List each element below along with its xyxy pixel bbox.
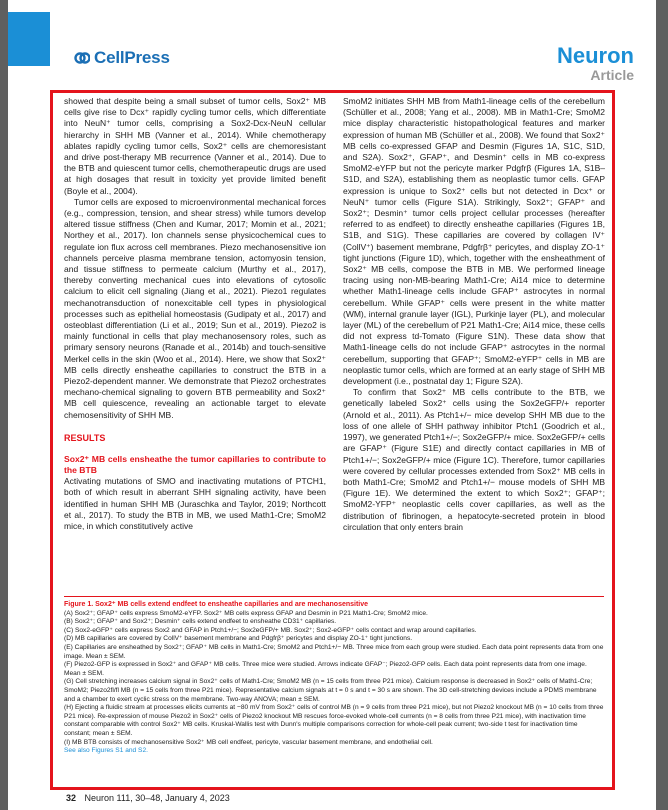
caption-item: (A) Sox2⁺; GFAP⁺ cells express SmoM2-eYFP. Sox2⁺ MB cells express GFAP and Desmin in P21 Math1-Cre; SmoM2 mice. [64, 609, 428, 617]
subsection-heading: Sox2⁺ MB cells ensheathe the tumor capillaries to contribute to the BTB [64, 454, 326, 476]
paragraph: To confirm that Sox2⁺ MB cells contribute to the BTB, we genetically labeled Sox2⁺ cells using the Sox2eGFP/+ reporter (Arnold et al., 2011). As Ptch1+/− mice develop SHH MB due to the loss of one allele of SHH pathway inhibitor Ptch1 (Goodrich et al., 1997), we generated Ptch1+/−; Sox2eGFP/+ mice. Sox2eGFP/+ cells are GFAP⁺ (Figure S1E) and directly contact capillaries in MB of Ptch1+/−; Sox2eGFP/+ mice (Figure 1C). Therefore, tumor capillaries were covered by cellular processes extended from Sox2⁺ MB cells in both Math1-Cre; SmoM2 and Ptch1+/− mouse models of SHH MB (Figure 1E). We determined the extent to which Sox2⁺; GFAP⁺; SmoM2-YFP⁺ neoplastic cells cover capillaries, as well as the distribution of fibrinogen, a hepatocyte-secreted protein in blood circulation that only enters brain [343, 387, 605, 532]
paragraph: SmoM2 initiates SHH MB from Math1-lineage cells of the cerebellum (Schüller et al., 2008; Yang et al., 2008). MB in Math1-Cre; SmoM2 mice display characteristic histopathological features and marker expression of human MB (Schüller et al., 2008). We found that Sox2⁺ MB cells co-expressed GFAP and Desmin (Figures 1A, S1C, S1D, and S2A). Sox2⁺, GFAP⁺, and Desmin⁺ cells in MB co-express SmoM2-eYFP but not the pericyte marker Pdgfrβ (Figures 1A, S1B–S1D, and S2A), establishing them as neoplastic tumor cells. GFAP expression is unique to Sox2⁺ cells but not detected in Dcx⁺ or NeuN⁺ tumor cells (Figure S1A). Strikingly, Sox2⁺; GFAP⁺ and Sox2⁺; Desmin⁺ tumor cells project cellular processes (hereafter referred to as endfeet) to directly ensheathe capillaries (Figures 1B, S1B, and S1G). These capillaries are covered by collagen IV⁺ (CollV⁺) basement membrane, Pdgfrβ⁺ pericytes, and display ZO-1⁺ tight junctions (Figure 1D), which, together with the ensheathment of Sox2⁺ MB cells, compose the BTB in MB. We performed lineage tracing using non-MB-bearing Math1-Cre; Ai14 mice to determine whether Math1-lineage cells include GFAP⁺ astrocytes in normal cerebellum. While GFAP⁺ cells were present in the white matter (WM), internal granule layer (IGL), Purkinje layer (PL), and molecular layer (ML) of the cerebellum of P21 Math1-Cre; Ai14 mice, these cells did not express td-Tomato (Figure S1N). These data show that Math1-lineage cells do not include GFAP⁺ astrocytes in the normal cerebellum, supporting that GFAP⁺; SmoM2-eYFP⁺ cells in MB are neoplastic tumor cells, which are formed at an early stage of SHH MB development (i.e., postnatal day 1; Figure S2A). [343, 96, 605, 387]
paragraph: Tumor cells are exposed to microenvironmental mechanical forces (e.g., compression, tension, and shear stress) while tumors develop altered tissue stiffness (Chen and Kumar, 2017; Momin et al., 2021; Northey et al., 2017). Ion channels sense physicochemical cues to regulate ion flux across cell membranes. Piezo mechanosensitive ion channels perceive plasma membrane tension, actomyosin tension, and tissue stiffness to permeate calcium (Murthy et al., 2017), thereby converting mechanical cues into elevations of cytosolic calcium to elicit cell signaling (Jiang et al., 2021). Piezo1 regulates mechanotransduction of nonexcitable cell types in physiological processes such as epithelial homeostasis (Gudipaty et al., 2017) and osteoblast differentiation (Li et al., 2019; Sun et al., 2019). Piezo2 is mainly functional in cells that play mechanosensory roles, such as primary sensory neurons (Ranade et al., 2014b) and touch-sensitive Merkel cells in the skin (Woo et al., 2014). Here, we show that Sox2⁺ MB cells directly ensheathe capillaries to construct the BTB in a Piezo2-dependent manner. We demonstrate that Piezo2 orchestrates mechano-chemical signaling to govern BTB permeability and Sox2⁺ MB cell quiescence, revealing an actionable target to elevate chemosensitivity of SHH MB. [64, 196, 326, 420]
caption-item: (B) Sox2⁺; GFAP⁺ and Sox2⁺; Desmin⁺ cells extend endfeet to ensheathe CD31⁺ capillaries. [64, 618, 337, 626]
caption-title: Figure 1. Sox2⁺ MB cells extend endfeet to ensheathe capillaries and are mechanosensitive [64, 601, 369, 608]
caption-see-also[interactable]: See also Figures S1 and S2. [64, 747, 148, 755]
left-column [64, 96, 326, 532]
citation: Neuron 111, 30–48, January 4, 2023 [84, 793, 230, 803]
publisher-logo [74, 48, 170, 68]
figure-caption [64, 596, 604, 756]
caption-item: (D) MB capillaries are covered by CollV⁺ basement membrane and Pdgfrβ⁺ pericytes and display ZO-1⁺ tight junctions. [64, 635, 413, 643]
caption-item: (E) Capillaries are ensheathed by Sox2⁺; GFAP⁺ MB cells in Math1-Cre; SmoM2 and Ptch1+/− MB. Three mice from each group were studied. Each data point represents data from one image. Mean ± SEM. [64, 643, 604, 660]
page-footer [66, 793, 230, 803]
right-column [343, 96, 605, 533]
article-type: Article [590, 67, 634, 83]
cellpress-logo-icon [74, 50, 90, 66]
caption-item: (F) Piezo2-GFP is expressed in Sox2⁺ and GFAP⁺ MB cells. Three mice were studied. Arrows indicate GFAP⁻; Piezo2-GFP cells. Each data point represents data from one image. Mean ± SEM. [64, 661, 587, 677]
caption-item: (I) MB BTB consists of mechanosensitive Sox2⁺ MB cell endfeet, pericyte, vascular basement membrane, and endothelial cell. [64, 738, 433, 746]
paragraph: showed that despite being a small subset of tumor cells, Sox2⁺ MB cells give rise to Dcx⁺ rapidly cycling tumor cells, which differentiate into NeuN⁺ tumor cells, comprising a Sox2-Dcx-NeuN cellular hierarchy in SHH MB (Vanner et al., 2014). While chemotherapy ablates rapidly cycling tumor cells, Sox2⁺ cells are chemoresistant and drive post-therapy MB recurrence (Vanner et al., 2014). Due to the BTB and quiescent tumor cells, chemotherapeutic drugs are used at high dosages that result in toxicity yet provide limited benefit (Boyle et al., 2004). [64, 96, 326, 196]
body-text [64, 96, 604, 596]
publisher-name: CellPress [94, 48, 170, 67]
section-heading: RESULTS [64, 432, 106, 443]
paragraph: Activating mutations of SMO and inactivating mutations of PTCH1, both of which result in aberrant SHH signaling activity, have been identified in human SHH MB (Juraschka and Taylor, 2019; Northcott et al., 2017). To study the BTB in MB, we used Math1-Cre; SmoM2 mice, in which constitutively active [64, 476, 326, 531]
caption-item: (G) Cell stretching increases calcium signal in Sox2⁺ cells of Math1-Cre; SmoM2 MB (n = 15 cells from three P21 mice). Calcium response is decreased in Sox2⁺ cells of Math1-Cre; SmoM2; Piezo2fl/fl MB (n = 15 cells from three P21 mice). Representative calcium signals at t = 0 s and t = 30 s are shown. The 3D cell-stretching devices include a PDMS membrane and a chamber to exert cyclic stress on the membrane. Two-way ANOVA; mean ± SEM. [64, 678, 597, 703]
journal-block [557, 45, 634, 83]
journal-name: Neuron [557, 43, 634, 68]
caption-item: (C) Sox2-eGFP⁺ cells express Sox2 and GFAP in Ptch1+/−; Sox2eGFP/+ MB. Sox2⁺; Sox2-eGFP⁺ cells contact and wrap around capillaries. [64, 626, 477, 634]
caption-item: (H) Ejecting a fluidic stream at processes elicits currents at −80 mV from Sox2⁺ cells of control MB (n = 9 cells from three P21 mice), but not Piezo2 knockout MB (n = 10 cells from three P21 mice). Re-expression of mouse Piezo2 in Sox2⁺ cells of Piezo2 knockout MB rescues force-evoked whole-cell currents (n = 8 cells from three P21 mice), with inactivation time constant comparable with control Sox2⁺ MB cells. Kruskal-Wallis test with Dunn's multiple comparisons correction for whole-cell peak current; two-side t test for inactivation time constant; mean ± SEM. [64, 704, 604, 737]
page-number: 32 [66, 793, 77, 803]
page-tab-marker [8, 12, 50, 66]
